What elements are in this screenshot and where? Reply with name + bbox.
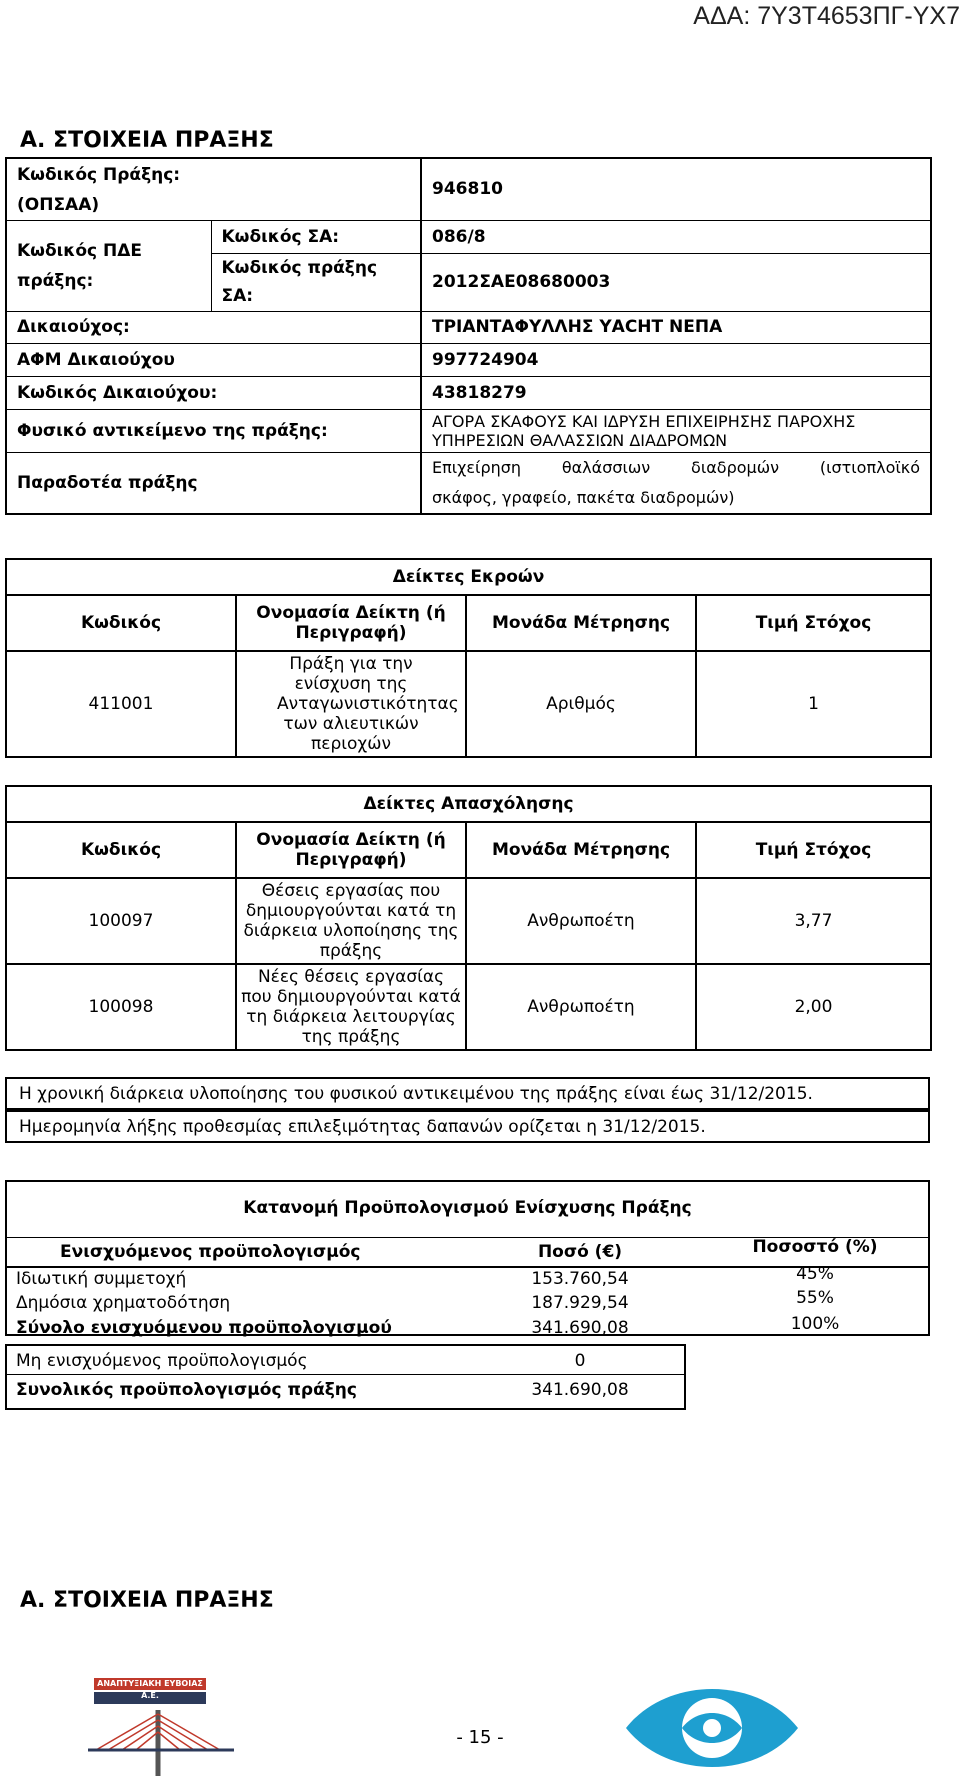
pde-label-2: πράξης: <box>17 270 94 291</box>
eye-logo <box>622 1668 802 1776</box>
budget-row-amount: 153.760,54 <box>531 1269 629 1289</box>
budget-row-label: Δημόσια χρηματοδότηση <box>16 1293 231 1313</box>
object-value-line-2: ΥΠΗΡΕΣΙΩΝ ΘΑΛΑΣΣΙΩΝ ΔΙΑΔΡΟΜΩΝ <box>432 430 728 450</box>
code-value: 946810 <box>421 158 931 220</box>
anaptyxiaki-logo <box>88 1670 238 1778</box>
object-value-line-1: ΑΓΟΡΑ ΣΚΑΦΟΥΣ ΚΑΙ ΙΔΡΥΣΗ ΕΠΙΧΕΙΡΗΣΗΣ ΠΑΡΟΧΗΣ <box>432 411 856 431</box>
pde-label <box>6 220 211 311</box>
code-label-1: Κωδικός Πράξης: <box>17 164 181 185</box>
output-indicators-table <box>5 558 932 758</box>
indicator-name: Θέσεις εργασίας που δημιουργούνται κατά τη διάρκεια υλοποίησης της πράξης <box>236 878 466 964</box>
indicator-name: Πράξη για την ενίσχυση της Ανταγωνιστικότητας των αλιευτικών περιοχών <box>236 651 466 757</box>
budget-col-label: Ενισχυόμενος προϋπολογισμός <box>60 1242 361 1262</box>
employment-indicators-caption: Δείκτες Απασχόλησης <box>6 786 931 822</box>
section-title-repeat: Α. ΣΤΟΙΧΕΙΑ ΠΡΑΞΗΣ <box>20 1588 274 1613</box>
budget-row-percent: 45% <box>796 1264 834 1284</box>
afm-value: 997724904 <box>421 343 931 376</box>
header-unit: Μονάδα Μέτρησης <box>466 822 696 878</box>
budget-row-label: Ιδιωτική συμμετοχή <box>16 1269 187 1289</box>
sa-action-label-2: ΣΑ: <box>221 286 254 306</box>
indicator-unit: Ανθρωποέτη <box>466 964 696 1050</box>
beneficiary-code-value: 43818279 <box>421 376 931 409</box>
amount-col-label: Ποσό (€) <box>537 1242 623 1262</box>
sa-label: Κωδικός ΣΑ: <box>211 220 421 253</box>
budget-row-percent: 55% <box>796 1288 834 1308</box>
output-indicators-caption: Δείκτες Εκροών <box>6 559 931 595</box>
divider <box>5 1344 684 1346</box>
header-name: Ονομασία Δείκτη (ή Περιγραφή) <box>236 822 466 878</box>
budget-row-amount: 341.690,08 <box>531 1318 629 1338</box>
beneficiary-code-label: Κωδικός Δικαιούχου: <box>6 376 421 409</box>
header-target: Τιμή Στόχος <box>696 822 931 878</box>
code-label-2: (ΟΠΣΑΑ) <box>17 194 100 215</box>
beneficiary-label: Δικαιούχος: <box>6 311 421 343</box>
unsubsidized-amount: 0 <box>574 1351 586 1371</box>
indicator-code: 100097 <box>6 878 236 964</box>
indicator-target: 1 <box>696 651 931 757</box>
employment-indicators-table <box>5 785 932 1051</box>
sa-value: 086/8 <box>421 220 931 253</box>
indicator-target: 3,77 <box>696 878 931 964</box>
header-unit: Μονάδα Μέτρησης <box>466 595 696 651</box>
deliverables-word: θαλάσσιων <box>561 457 651 477</box>
indicator-target: 2,00 <box>696 964 931 1050</box>
budget-row-amount: 187.929,54 <box>531 1293 629 1313</box>
header-code: Κωδικός <box>6 595 236 651</box>
deliverables-word: Επιχείρηση <box>432 457 522 477</box>
indicator-code: 411001 <box>6 651 236 757</box>
deliverables-line-2: σκάφος, γραφείο, πακέτα διαδρομών) <box>432 487 735 507</box>
duration-note: Η χρονική διάρκεια υλοποίησης του φυσικού αντικειμένου της πράξης είναι έως 31/12/2015. <box>5 1077 930 1110</box>
total-budget-label: Συνολικός προϋπολογισμός πράξης <box>16 1380 357 1400</box>
header-name: Ονομασία Δείκτη (ή Περιγραφή) <box>236 595 466 651</box>
budget-row-label: Σύνολο ενισχυόμενου προϋπολογισμού <box>16 1318 392 1338</box>
object-value <box>421 409 931 452</box>
divider <box>5 1374 684 1375</box>
table-row <box>6 878 931 964</box>
indicator-name: Νέες θέσεις εργασίας που δημιουργούνται κατά τη διάρκεια λειτουργίας της πράξης <box>236 964 466 1050</box>
pde-label-1: Κωδικός ΠΔΕ <box>17 240 143 261</box>
logo-text: ΑΝΑΠΤΥΞΙΑΚΗ ΕΥΒΟΙΑΣ Α.Ε. <box>97 1679 203 1700</box>
deliverables-line-1 <box>432 453 920 483</box>
sa-action-label-1: Κωδικός πράξης <box>221 258 378 278</box>
deadline-note: Ημερομηνία λήξης προθεσμίας επιλεξιμότητας δαπανών ορίζεται η 31/12/2015. <box>5 1110 930 1143</box>
deliverables-value <box>421 452 931 514</box>
total-budget-amount: 341.690,08 <box>531 1380 629 1400</box>
table-row <box>6 651 931 757</box>
header-target: Τιμή Στόχος <box>696 595 931 651</box>
page-number: - 15 - <box>456 1727 504 1748</box>
beneficiary-value: ΤΡΙΑΝΤΑΦΥΛΛΗΣ ΥΑCHT ΝΕΠΑ <box>421 311 931 343</box>
action-details-table <box>5 157 932 515</box>
ada-header: ΑΔΑ: 7Υ3Τ4653ΠΓ-ΥΧ7 <box>693 2 960 30</box>
sa-action-label <box>211 253 421 311</box>
section-title: Α. ΣΤΟΙΧΕΙΑ ΠΡΑΞΗΣ <box>20 128 274 153</box>
indicator-unit: Ανθρωποέτη <box>466 878 696 964</box>
indicator-unit: Αριθμός <box>466 651 696 757</box>
budget-row-percent: 100% <box>790 1314 840 1334</box>
deliverables-word: (ιστιοπλοϊκό <box>819 457 920 477</box>
percent-col-label: Ποσοστό (%) <box>752 1237 878 1257</box>
deliverables-word: διαδρομών <box>691 457 780 477</box>
sa-action-value: 2012ΣΑΕ08680003 <box>421 253 931 311</box>
header-code: Κωδικός <box>6 822 236 878</box>
object-label: Φυσικό αντικείμενο της πράξης: <box>6 409 421 452</box>
table-row <box>6 964 931 1050</box>
afm-label: ΑΦΜ Δικαιούχου <box>6 343 421 376</box>
unsubsidized-label: Μη ενισχυόμενος προϋπολογισμός <box>16 1351 308 1371</box>
indicator-code: 100098 <box>6 964 236 1050</box>
deliverables-label: Παραδοτέα πράξης <box>6 452 421 514</box>
budget-title: Κατανομή Προϋπολογισμού Ενίσχυσης Πράξης <box>243 1198 692 1218</box>
eye-logo-icon <box>622 1668 802 1776</box>
